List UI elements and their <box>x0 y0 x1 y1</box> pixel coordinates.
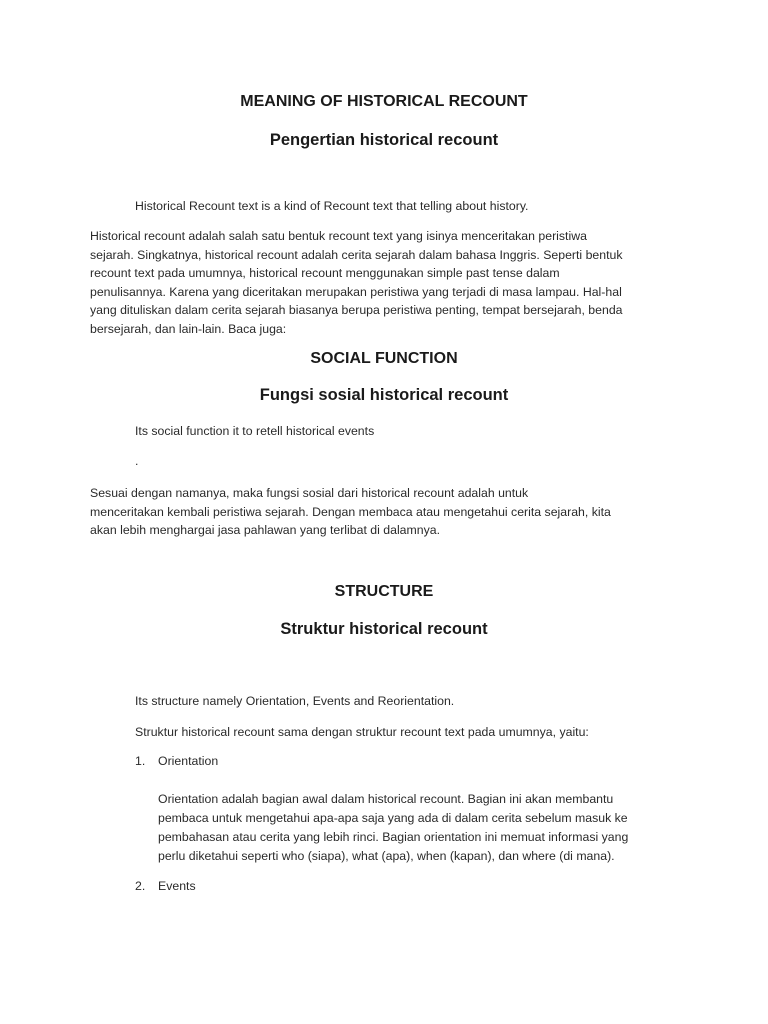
section-subtitle-meaning: Pengertian historical recount <box>269 131 499 149</box>
paragraph-structure-english: Its structure namely Orientation, Events and Reorientation. <box>135 694 455 708</box>
list-item-label-orientation: Orientation <box>158 754 219 768</box>
section-title-social-function: SOCIAL FUNCTION <box>310 350 458 367</box>
section-title-structure: STRUCTURE <box>334 583 434 600</box>
list-item-body-orientation: Orientation adalah bagian awal dalam historical recount. Bagian ini akan membantu pembaca untuk mengetahui apa-apa saja yang ada di dalam cerita sebelum masuk ke pembahasan atau cerita yang lebih rinci. Bagian orientation ini memuat informasi yang perlu diketahui seperti who (siapa), what (apa), when (kapan), dan where (di mana). <box>158 792 629 863</box>
stray-dot: . <box>135 454 139 468</box>
section-subtitle-social-function: Fungsi sosial historical recount <box>259 386 509 404</box>
section-subtitle-structure: Struktur historical recount <box>280 620 488 638</box>
list-item-number: 2. <box>135 879 146 893</box>
paragraph-social-english: Its social function it to retell historical events <box>135 424 375 438</box>
paragraph-structure-indonesian: Struktur historical recount sama dengan struktur recount text pada umumnya, yaitu: <box>135 725 589 739</box>
list-item-number: 1. <box>135 754 146 768</box>
section-title-meaning: MEANING OF HISTORICAL RECOUNT <box>240 93 528 110</box>
paragraph-meaning-english: Historical Recount text is a kind of Recount text that telling about history. <box>135 199 529 213</box>
list-item-label-events: Events <box>158 879 196 893</box>
paragraph-meaning-indonesian: Historical recount adalah salah satu bentuk recount text yang isinya menceritakan peristiwa sejarah. Singkatnya, historical recount adalah cerita sejarah dalam bahasa Inggris. Seperti bentuk recount text pada umumnya, historical recount menggunakan simple past tense dalam penulisannya. Karena yang diceritakan merupakan peristiwa yang terjadi di masa lampau. Hal-hal yang dituliskan dalam cerita sejarah biasanya berupa peristiwa penting, tempat bersejarah, benda bersejarah, dan lain-lain. Baca juga: <box>90 229 623 336</box>
paragraph-social-indonesian: Sesuai dengan namanya, maka fungsi sosial dari historical recount adalah untuk menceritakan kembali peristiwa sejarah. Dengan membaca atau mengetahui cerita sejarah, kita akan lebih menghargai jasa pahlawan yang terlibat di dalamnya. <box>90 486 611 538</box>
